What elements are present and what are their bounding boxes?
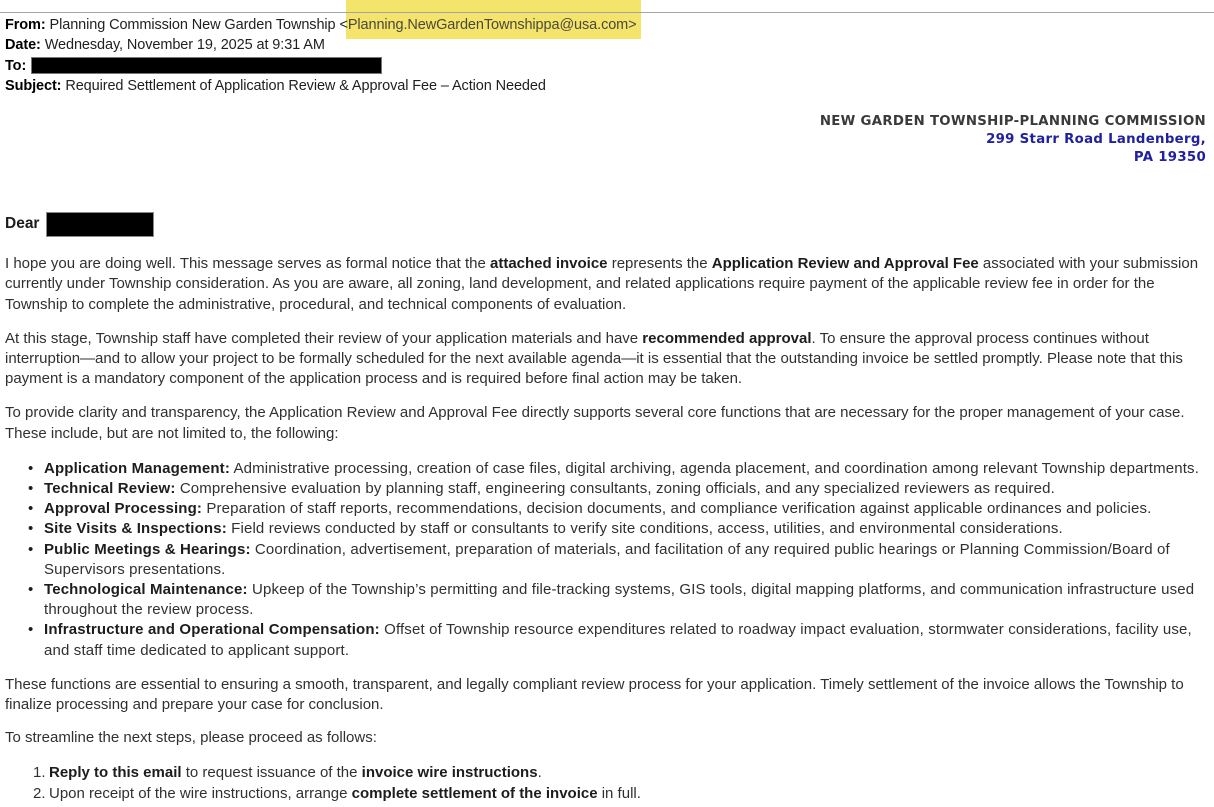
step-text: Upon receipt of the wire instructions, arrange complete settlement of the invoice in full.	[49, 784, 641, 802]
from-row	[5, 15, 1206, 35]
list-item	[5, 540, 1206, 580]
bullet-lead: Application Management:	[44, 459, 230, 477]
list-item	[5, 580, 1206, 620]
date-value: Wednesday, November 19, 2025 at 9:31 AM	[44, 37, 325, 54]
bullet-text: Coordination, advertisement, preparation of materials, and facilitation of any required public hearings or Planning Commission/Board of Supervisors presentations.	[44, 540, 1170, 578]
subject-row	[5, 76, 1206, 96]
step-number: 1.	[33, 764, 46, 782]
bullet-lead: Infrastructure and Operational Compensation:	[44, 621, 380, 639]
from-label: From:	[5, 17, 46, 33]
letterhead-address-line2: PA 19350	[1133, 150, 1206, 166]
bullet-text: Offset of Township resource expenditures related to roadway impact evaluation, stormwater considerations, facility use, and staff time dedicated to applicant support.	[44, 621, 1192, 659]
header-divider	[0, 12, 1214, 13]
list-item	[5, 620, 1206, 660]
date-row	[5, 35, 1206, 55]
subject-value: Required Settlement of Application Review & Approval Fee – Action Needed	[65, 77, 546, 94]
redaction-bar-name	[46, 212, 154, 237]
greeting-text: Dear	[5, 215, 40, 233]
bullet-lead: Site Visits & Inspections:	[44, 520, 227, 538]
paragraph-next-steps-intro: To streamline the next steps, please proceed as follows:	[5, 729, 377, 747]
to-row	[5, 56, 1206, 76]
bullet-lead: Approval Processing:	[44, 500, 203, 518]
paragraph-intro: I hope you are doing well. This message serves as formal notice that the attached invoice represents the Application Review and Approval Fee associated with your submission currently under Township consideration. As you are aware, all zoning, land development, and related applications require payment of the applicable review fee in order for the Township to complete the administrative, procedural, and technical components of evaluation.	[5, 255, 1199, 313]
bullet-text: Comprehensive evaluation by planning staff, engineering consultants, zoning officials, and any specialized reviewers as required.	[175, 480, 1055, 498]
angle-close: >	[628, 17, 637, 33]
township-letterhead	[0, 113, 1214, 167]
email-header	[0, 0, 1214, 96]
bullet-text: Administrative processing, creation of case files, digital archiving, agenda placement, and coordination among relevant Township departments.	[229, 459, 1200, 477]
fee-functions-list	[5, 459, 1206, 661]
list-item	[5, 784, 1206, 804]
step-text: Reply to this email to request issuance of the invoice wire instructions.	[49, 764, 542, 782]
bullet-lead: Technological Maintenance:	[44, 581, 248, 599]
subject-label: Subject:	[5, 77, 62, 94]
salutation	[0, 211, 1214, 237]
paragraph-functions-summary: These functions are essential to ensuring a smooth, transparent, and legally compliant review process for your application. Timely settlement of the invoice allows the Township to finalize processing and prepare your case for conclusion.	[5, 675, 1184, 714]
list-item	[5, 519, 1206, 539]
sender-email-highlighted	[348, 17, 637, 33]
sender-email: Planning.NewGardenTownshippa@usa.com	[347, 17, 629, 33]
letterhead-address-line1: 299 Starr Road Landenberg,	[986, 132, 1206, 148]
next-steps-list	[5, 763, 1206, 803]
bullet-lead: Public Meetings & Hearings:	[44, 540, 251, 558]
list-item	[5, 479, 1206, 499]
bullet-lead: Technical Review:	[44, 480, 176, 498]
paragraph-approval-status: At this stage, Township staff have completed their review of your application materials and have recommended approval. To ensure the approval process continues without interruption—and to allow your project to be formally scheduled for the next available agenda—it is essential that the outstanding invoice be settled promptly. Please note that this payment is a mandatory component of the application process and is required before final action may be taken.	[5, 329, 1183, 388]
list-item	[5, 499, 1206, 519]
from-name: Planning Commission New Garden Township	[49, 17, 336, 33]
redaction-bar-recipient	[31, 57, 382, 74]
bullet-text: Preparation of staff reports, recommendations, decision documents, and compliance verification against applicable ordinances and policies.	[202, 500, 1152, 518]
date-label: Date:	[5, 37, 41, 54]
bullet-text: Upkeep of the Township’s permitting and file-tracking systems, GIS tools, digital mapping platforms, and communication infrastructure used throughout the review process.	[44, 581, 1195, 619]
list-item	[5, 459, 1206, 479]
letterhead-org: NEW GARDEN TOWNSHIP-PLANNING COMMISSION	[819, 114, 1206, 130]
paragraph-fee-purpose: To provide clarity and transparency, the Application Review and Approval Fee directly supports several core functions that are necessary for the proper management of your case. These include, but are not limited to, the following:	[5, 404, 1185, 442]
bullet-text: Field reviews conducted by staff or consultants to verify site conditions, access, utilities, and environmental considerations.	[226, 520, 1063, 538]
step-number: 2.	[33, 784, 46, 802]
to-label: To:	[5, 57, 27, 74]
angle-open: <	[339, 17, 348, 33]
list-item	[5, 763, 1206, 783]
